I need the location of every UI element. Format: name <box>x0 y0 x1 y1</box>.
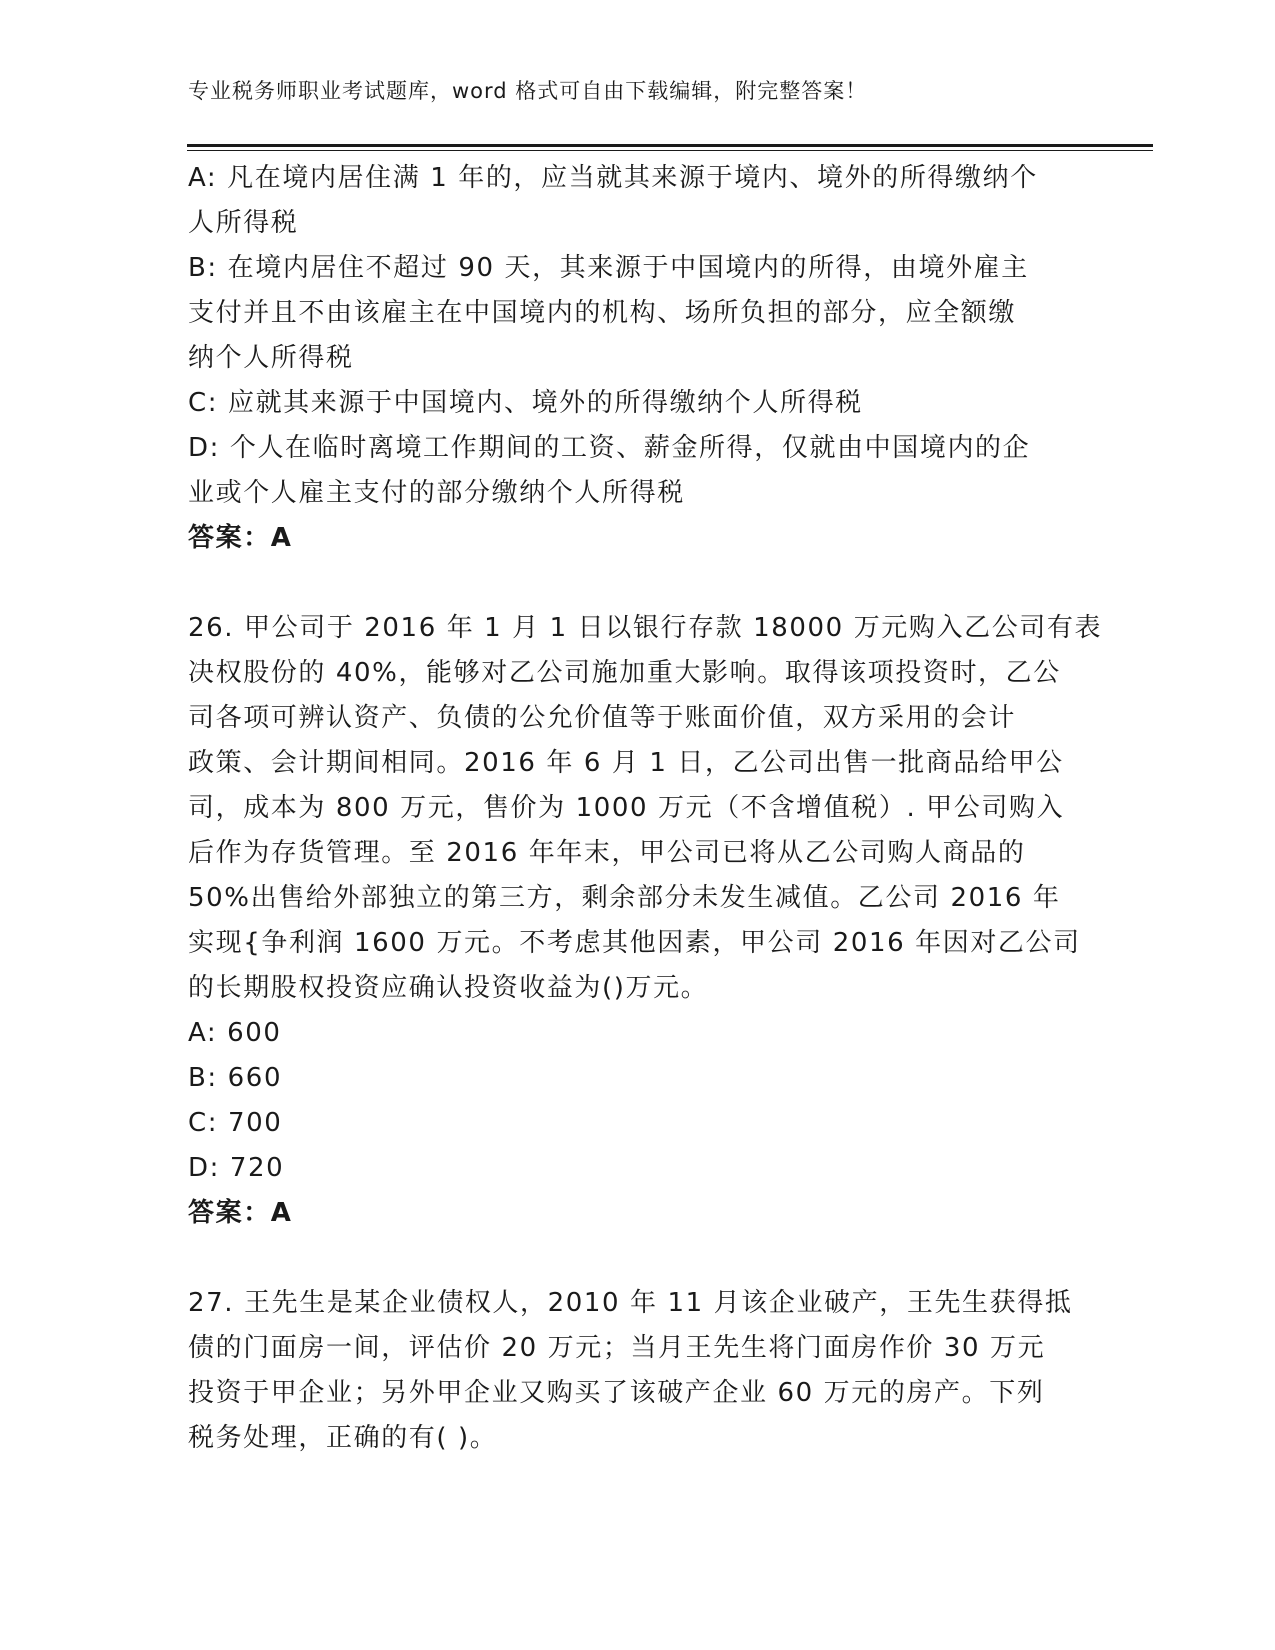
q26-option-d: D: 720 <box>188 1153 285 1183</box>
text-line: 税务处理，正确的有( )。 <box>188 1423 498 1453</box>
q25-option-a <box>188 156 1078 246</box>
text-line: C: 应就其来源于中国境内、境外的所得缴纳个人所得税 <box>188 388 863 418</box>
q26-answer: 答案：A <box>188 1198 293 1228</box>
text-line: 债的门面房一间，评估价 20 万元；当月王先生将门面房作价 30 万元 <box>188 1333 1046 1363</box>
text-line: 司各项可辨认资产、负债的公允价值等于账面价值，双方采用的会计 <box>188 703 1017 733</box>
q25-option-b <box>188 246 1078 381</box>
q26-option-a: A: 600 <box>188 1018 282 1048</box>
spacer <box>188 561 1078 606</box>
text-line: 实现{争利润 1600 万元。不考虑其他因素，甲公司 2016 年因对乙公司 <box>188 928 1081 958</box>
page-header: 专业税务师职业考试题库，word 格式可自由下载编辑，附完整答案！ <box>188 79 868 103</box>
q25-option-d <box>188 426 1078 516</box>
q26-option-c: C: 700 <box>188 1108 283 1138</box>
q26-stem <box>188 606 1103 1011</box>
text-line: 投资于甲企业；另外甲企业又购买了该破产企业 60 万元的房产。下列 <box>188 1378 1045 1408</box>
text-line: 决权股份的 40%，能够对乙公司施加重大影响。取得该项投资时，乙公 <box>188 658 1061 688</box>
text-line: 50%出售给外部独立的第三方，剩余部分未发生减值。乙公司 2016 年 <box>188 883 1061 913</box>
text-line: 26. 甲公司于 2016 年 1 月 1 日以银行存款 18000 万元购入乙公司有表 <box>188 613 1103 643</box>
text-line: B: 在境内居住不超过 90 天，其来源于中国境内的所得，由境外雇主 <box>188 253 1029 283</box>
q25-answer: 答案：A <box>188 523 293 553</box>
q25-option-c <box>188 381 1078 426</box>
q27-stem <box>188 1281 1078 1461</box>
text-line: 的长期股权投资应确认投资收益为()万元。 <box>188 973 709 1003</box>
text-line: 后作为存货管理。至 2016 年年末，甲公司已将从乙公司购人商品的 <box>188 838 1026 868</box>
text-line: 纳个人所得税 <box>188 343 354 373</box>
q26-option-b: B: 660 <box>188 1063 283 1093</box>
text-line: 政策、会计期间相同。2016 年 6 月 1 日，乙公司出售一批商品给甲公 <box>188 748 1064 778</box>
text-line: 27. 王先生是某企业债权人，2010 年 11 月该企业破产，王先生获得抵 <box>188 1288 1073 1318</box>
header-rule-thin <box>187 150 1153 151</box>
document-body <box>188 156 1103 1461</box>
text-line: 人所得税 <box>188 208 299 238</box>
header-rule-thick <box>187 144 1153 147</box>
text-line: 支付并且不由该雇主在中国境内的机构、场所负担的部分，应全额缴 <box>188 298 1017 328</box>
spacer <box>188 1236 1078 1281</box>
text-line: 业或个人雇主支付的部分缴纳个人所得税 <box>188 478 685 508</box>
text-line: D: 个人在临时离境工作期间的工资、薪金所得，仅就由中国境内的企 <box>188 433 1031 463</box>
text-line: 司，成本为 800 万元，售价为 1000 万元（不含增值税）. 甲公司购入 <box>188 793 1065 823</box>
text-line: A: 凡在境内居住满 1 年的，应当就其来源于境内、境外的所得缴纳个 <box>188 163 1038 193</box>
